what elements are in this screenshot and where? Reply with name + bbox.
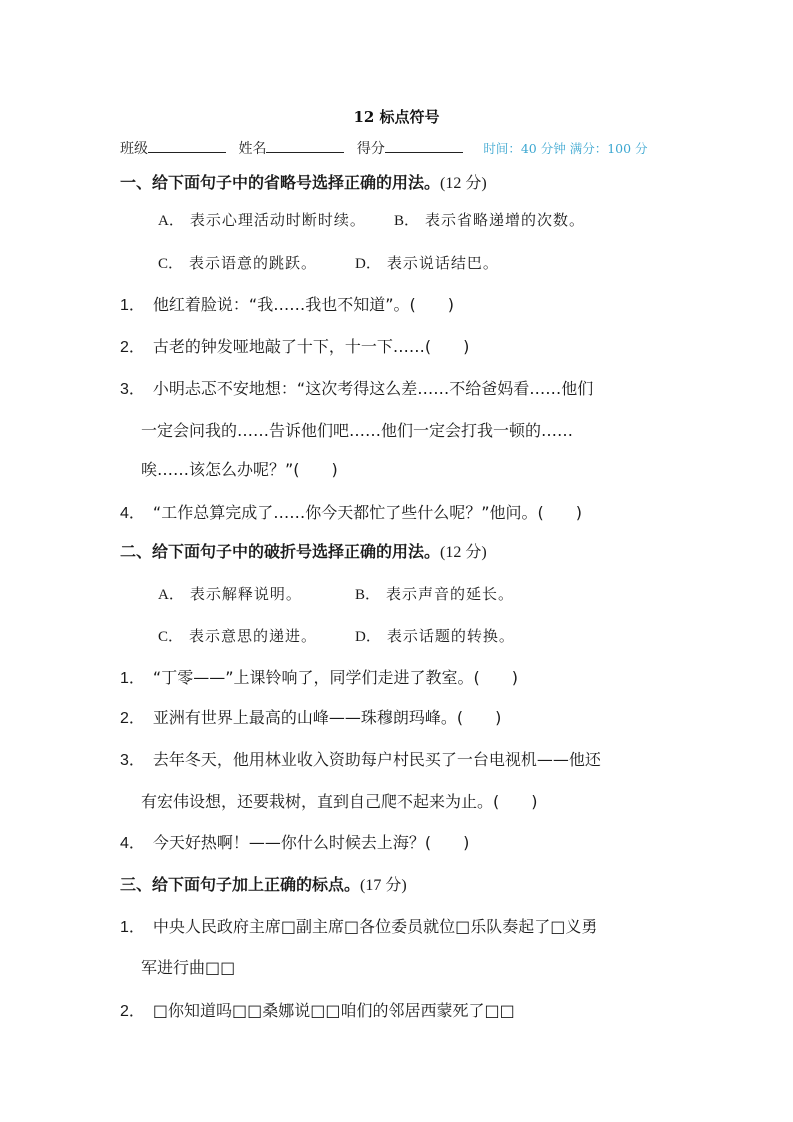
question-number: 3．: [120, 752, 145, 769]
section-2-options-row-2: [158, 625, 515, 648]
question-number: 2．: [120, 710, 145, 727]
section-heading-text: 二、给下面句子中的破折号选择正确的用法。: [120, 542, 441, 561]
section-points: (12 分): [440, 175, 487, 192]
score-label: 得分: [356, 141, 385, 157]
option-label: C．: [158, 629, 184, 645]
class-field[interactable]: [148, 138, 226, 153]
question-number: 1．: [120, 919, 145, 936]
option-label: D．: [355, 629, 381, 645]
s1-question-3: [120, 378, 593, 401]
s2-question-2: [120, 707, 501, 730]
question-number: 1．: [120, 670, 145, 687]
section-3-heading: [120, 874, 407, 897]
question-text: 今天好热啊！——你什么时候去上海？( ): [152, 833, 470, 852]
question-number: 2．: [120, 339, 145, 356]
s3-question-1: [120, 916, 597, 939]
s2-question-4: [120, 832, 469, 855]
question-text: 古老的钟发哑地敲了十下，十一下……( ): [152, 337, 470, 356]
option-text: 表示说话结巴。: [386, 254, 499, 272]
question-number: 4．: [120, 505, 145, 522]
s1-question-1: [120, 294, 454, 317]
question-number: 3．: [120, 381, 145, 398]
option-d: [355, 252, 499, 275]
question-number: 1．: [120, 297, 145, 314]
option-text: 表示省略递增的次数。: [425, 211, 586, 229]
s1-question-4: [120, 502, 582, 525]
option-label: B．: [394, 213, 420, 229]
question-number: 2．: [120, 1003, 145, 1020]
s3-question-2: [120, 1000, 515, 1023]
option-label: B．: [355, 587, 381, 603]
question-text: 亚洲有世界上最高的山峰——珠穆朗玛峰。( ): [152, 708, 502, 727]
option-label: A．: [158, 213, 184, 229]
s3-question-1-line-2: 军进行曲□□: [141, 958, 236, 977]
section-1-heading: [120, 172, 487, 195]
question-text: 他红着脸说：“我……我也不知道”。( ): [152, 295, 454, 314]
section-1-options-row-1: [158, 209, 585, 232]
s2-question-3-line-2: 有宏伟设想，还要栽树，直到自己爬不起来为止。( ): [141, 792, 538, 811]
option-text: 表示解释说明。: [189, 585, 302, 603]
section-points: (12 分): [440, 544, 487, 561]
name-label: 姓名: [238, 141, 267, 157]
name-field[interactable]: [266, 138, 344, 153]
option-text: 表示话题的转换。: [386, 627, 515, 645]
option-text: 表示声音的延长。: [386, 585, 515, 603]
section-heading-text: 三、给下面句子加上正确的标点。: [120, 875, 361, 894]
question-text: 小明忐忑不安地想：“这次考得这么差……不给爸妈看……他们: [152, 379, 594, 398]
score-field[interactable]: [385, 138, 463, 153]
option-b: [394, 209, 585, 232]
option-text: 表示意思的递进。: [189, 627, 318, 645]
option-c: [158, 625, 355, 648]
option-d: [355, 625, 515, 648]
option-label: A．: [158, 587, 184, 603]
option-text: 表示心理活动时断时续。: [189, 211, 366, 229]
option-a: [158, 583, 355, 606]
question-text: “工作总算完成了……你今天都忙了些什么呢？”他问。( ): [152, 503, 582, 522]
option-label: C．: [158, 256, 184, 272]
section-heading-text: 一、给下面句子中的省略号选择正确的用法。: [120, 173, 441, 192]
student-info-line: [120, 138, 680, 158]
page-title: 12 标点符号: [353, 108, 440, 126]
section-points: (17 分): [360, 877, 407, 894]
section-1-options-row-2: [158, 252, 499, 275]
question-text: □你知道吗□□桑娜说□□咱们的邻居西蒙死了□□: [152, 1001, 515, 1020]
question-text: “丁零——”上课铃响了，同学们走进了教室。( ): [152, 668, 518, 687]
section-2-options-row-1: [158, 583, 514, 606]
option-label: D．: [355, 256, 381, 272]
time-score-meta: 时间：40 分钟 满分：100 分: [483, 141, 648, 156]
s2-question-3: [120, 749, 601, 772]
s1-question-3-line-3: 唉……该怎么办呢？”( ): [141, 460, 338, 479]
option-a: [158, 209, 394, 232]
option-text: 表示语意的跳跃。: [189, 254, 318, 272]
option-c: [158, 252, 355, 275]
s1-question-3-line-2: 一定会问我的……告诉他们吧……他们一定会打我一顿的……: [141, 421, 574, 440]
question-text: 去年冬天，他用林业收入资助每户村民买了一台电视机——他还: [152, 750, 601, 769]
question-text: 中央人民政府主席□副主席□各位委员就位□乐队奏起了□义勇: [152, 917, 598, 936]
s2-question-1: [120, 667, 518, 690]
question-number: 4．: [120, 835, 145, 852]
option-b: [355, 583, 514, 606]
class-label: 班级: [120, 141, 148, 157]
section-2-heading: [120, 541, 487, 564]
s1-question-2: [120, 336, 469, 359]
